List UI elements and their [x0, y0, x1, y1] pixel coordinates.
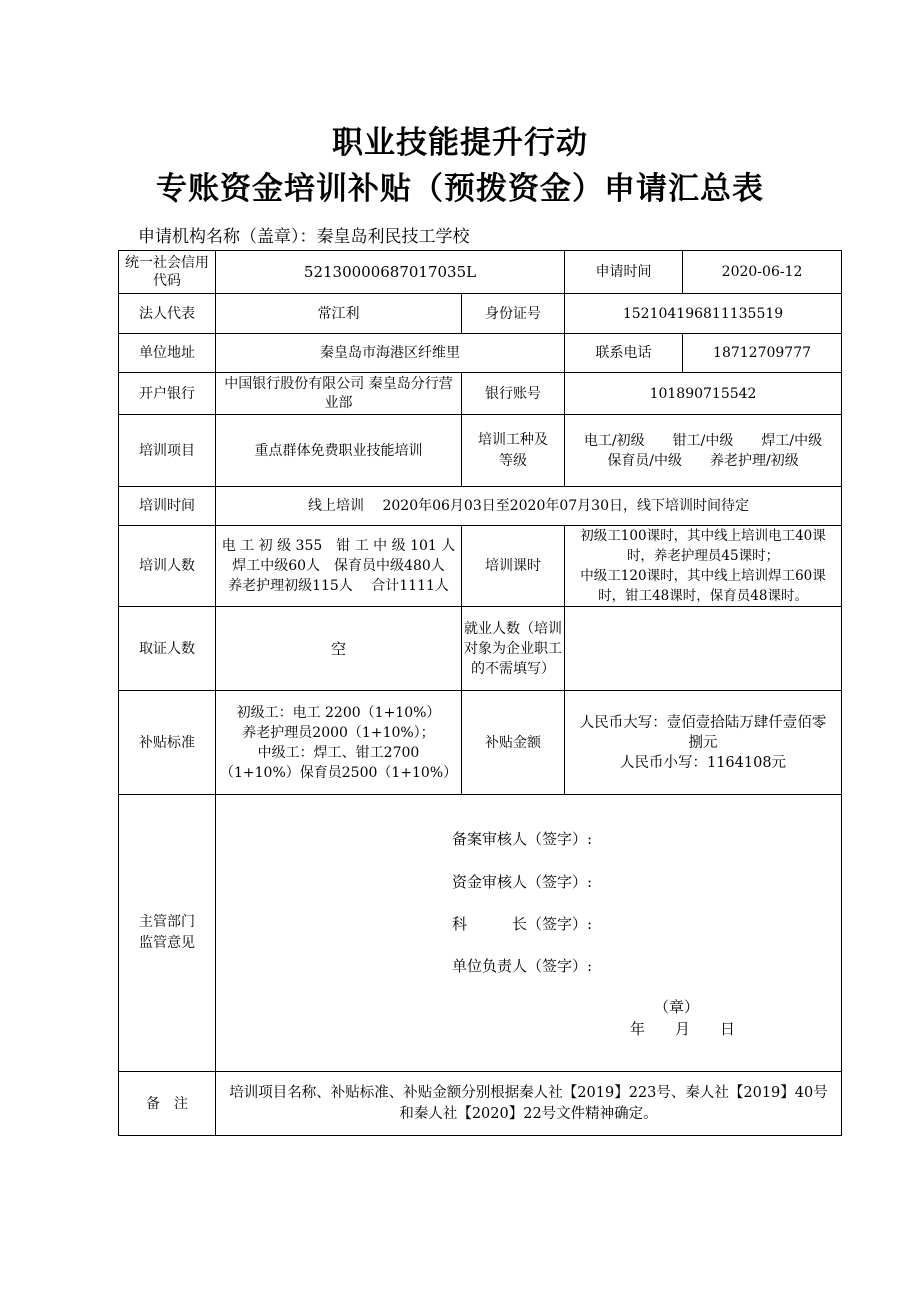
- training-time-value: 线上培训 2020年06月03日至2020年07月30日，线下培训时间待定: [216, 487, 842, 526]
- address-value: 秦皇岛市海港区纤维里: [216, 334, 565, 373]
- project-label: 培训项目: [119, 415, 216, 487]
- count-cell: [216, 526, 462, 607]
- sign-unit-head: 单位负责人（签字）:: [452, 956, 593, 975]
- sign-filing-reviewer: 备案审核人（签字）:: [452, 829, 593, 848]
- applicant-label: 申请机构名称（盖章）：秦皇岛利民技工学校: [138, 227, 470, 247]
- hours-line-2: 中级工120课时，其中线上培训焊工60课时，钳工48课时，保育员48课时。: [580, 568, 826, 604]
- credit-code-label: 统一社会信用代码: [119, 251, 216, 294]
- standard-line-2: 养老护理员2000（1+10%）；: [242, 724, 435, 741]
- title-line-2: 专账资金培训补贴（预拨资金）申请汇总表: [156, 171, 764, 207]
- count-label: 培训人数: [119, 526, 216, 607]
- address-label: 单位地址: [119, 334, 216, 373]
- standard-label: 补贴标准: [119, 691, 216, 795]
- hours-cell: [565, 526, 842, 607]
- seal-mark: （章）: [654, 997, 700, 1016]
- amount-upper: 人民币大写：壹佰壹拾陆万肆仟壹佰零捌元: [579, 714, 827, 751]
- standard-line-1: 初级工：电工 2200（1+10%）: [236, 704, 441, 721]
- cert-value: 空: [216, 607, 462, 691]
- remark-value: 培训项目名称、补贴标准、补贴金额分别根据秦人社【2019】223号、秦人社【2019】40号和秦人社【2020】22号文件精神确定。: [216, 1072, 842, 1136]
- row-count: [119, 526, 842, 607]
- row-supervisor: [119, 795, 842, 1072]
- supervisor-cell: [216, 795, 842, 1072]
- hours-line-1: 初级工100课时，其中线上培训电工40课时，养老护理员45课时；: [580, 528, 826, 564]
- row-cert: [119, 607, 842, 691]
- sign-section-chief: 科 长（签字）:: [452, 914, 593, 933]
- trade-level-line-2: 保育员/中级 养老护理/初级: [607, 452, 799, 469]
- project-value: 重点群体免费职业技能培训: [216, 415, 462, 487]
- standard-line-4: （1+10%）保育员2500（1+10%）: [220, 764, 458, 781]
- trade-level-line-1: 电工/初级 钳工/中级 焊工/中级: [583, 432, 823, 449]
- account-label: 银行账号: [462, 373, 565, 415]
- bank-label: 开户银行: [119, 373, 216, 415]
- id-value: 152104196811135519: [565, 294, 842, 334]
- account-value: 101890715542: [565, 373, 842, 415]
- apply-time-label: 申请时间: [565, 251, 683, 294]
- application-form-table: [118, 250, 842, 1136]
- bank-value: 中国银行股份有限公司 秦皇岛分行营业部: [216, 373, 462, 415]
- employed-value: [565, 607, 842, 691]
- amount-cell: [565, 691, 842, 795]
- row-standard: [119, 691, 842, 795]
- row-credit-code: [119, 251, 842, 294]
- amount-label: 补贴金额: [462, 691, 565, 795]
- phone-label: 联系电话: [565, 334, 683, 373]
- count-line-3: 养老护理初级115人 合计1111人: [228, 578, 449, 594]
- row-address: [119, 334, 842, 373]
- hours-label: 培训课时: [462, 526, 565, 607]
- cert-label: 取证人数: [119, 607, 216, 691]
- standard-cell: [216, 691, 462, 795]
- training-time-label: 培训时间: [119, 487, 216, 526]
- row-bank: [119, 373, 842, 415]
- trade-level-cell: [565, 415, 842, 487]
- legal-rep-label: 法人代表: [119, 294, 216, 334]
- row-remark: [119, 1072, 842, 1136]
- trade-level-label: 培训工种及等级: [462, 415, 565, 487]
- phone-value: 18712709777: [683, 334, 842, 373]
- legal-rep-value: 常江利: [216, 294, 462, 334]
- id-label: 身份证号: [462, 294, 565, 334]
- title-line-1: 职业技能提升行动: [332, 125, 588, 161]
- supervisor-label: 主管部门监管意见: [119, 795, 216, 1072]
- count-line-2: 焊工中级60人 保育员中级480人: [232, 558, 445, 574]
- employed-label: 就业人数（培训对象为企业职工的不需填写）: [462, 607, 565, 691]
- credit-code-value: 52130000687017035L: [216, 251, 565, 294]
- row-legal-rep: [119, 294, 842, 334]
- row-training-time: [119, 487, 842, 526]
- date-mark: 年 月 日: [630, 1019, 736, 1038]
- apply-time-value: 2020-06-12: [683, 251, 842, 294]
- standard-line-3: 中级工：焊工、钳工2700: [257, 744, 420, 761]
- count-line-1: 电 工 初 级 355 钳 工 中 级 101 人: [221, 538, 456, 554]
- remark-label: 备 注: [119, 1072, 216, 1136]
- amount-lower: 人民币小写：1164108元: [619, 754, 787, 771]
- sign-fund-reviewer: 资金审核人（签字）:: [452, 872, 593, 891]
- row-project: [119, 415, 842, 487]
